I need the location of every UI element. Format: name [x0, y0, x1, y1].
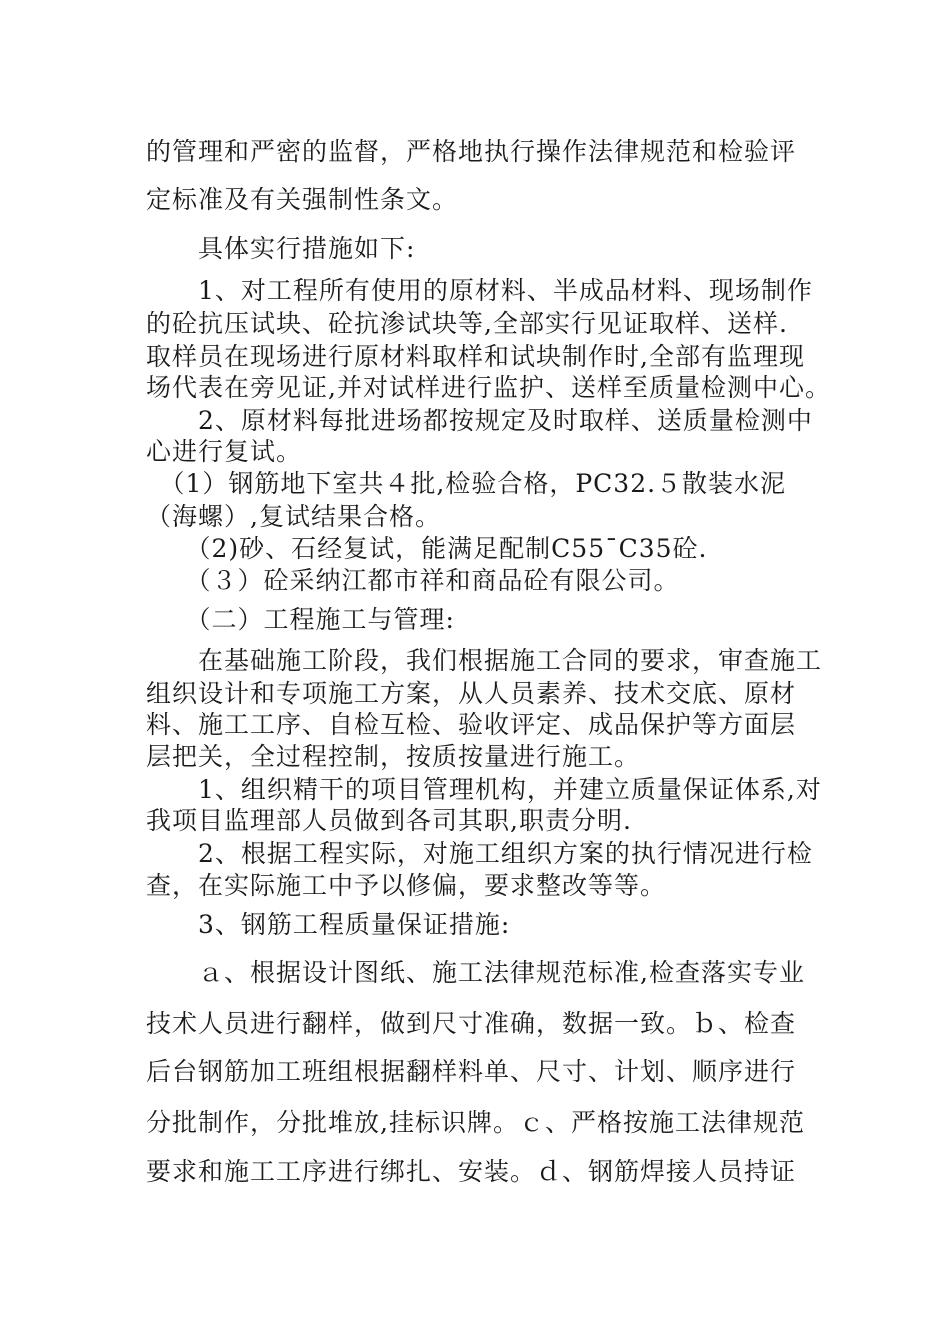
text-line: 2、原材料每批进场都按规定及时取样、送质量检测中	[146, 406, 813, 435]
text-line: 查，在实际施工中予以修偏，要求整改等等。	[146, 871, 667, 900]
text-line: （2)砂、石经复试，能满足配制C55¯C35砼.	[146, 534, 708, 563]
text-line: 要求和施工工序进行绑扎、安装。ｄ、钢筋焊接人员持证	[146, 1157, 797, 1186]
text-line: 定标准及有关强制性条文。	[146, 185, 459, 214]
text-line: 料、施工工序、自检互检、验收评定、成品保护等方面层	[146, 710, 797, 739]
text-line: 1、组织精干的项目管理机构，并建立质量保证体系,对	[146, 775, 822, 804]
text-line: 2、根据工程实际，对施工组织方案的执行情况进行检	[146, 839, 813, 868]
text-line: 在基础施工阶段，我们根据施工合同的要求，审查施工	[146, 646, 823, 675]
text-line: 取样员在现场进行原材料取样和试块制作时,全部有监理现	[146, 342, 805, 371]
text-line: （海螺）,复试结果合格。	[146, 502, 441, 531]
text-line: 1、对工程所有使用的原材料、半成品材料、现场制作	[146, 276, 813, 305]
text-line: 组织设计和专项施工方案，从人员素养、技术交底、原材	[146, 679, 797, 708]
text-line: 分批制作，分批堆放,挂标识牌。ｃ、严格按施工法律规范	[146, 1108, 805, 1137]
text-line: （３）砼采纳江都市祥和商品砼有限公司。	[146, 566, 680, 595]
text-line: 层把关，全过程控制，按质按量进行施工。	[146, 742, 641, 771]
text-line: 的砼抗压试块、砼抗渗试块等,全部实行见证取样、送样.	[146, 309, 788, 338]
text-line: 我项目监理部人员做到各司其职,职责分明.	[146, 806, 632, 835]
text-line: 场代表在旁见证,并对试样进行监护、送样至质量检测中心。	[146, 373, 831, 402]
text-line: 具体实行措施如下:	[146, 234, 416, 263]
text-line: （1）钢筋地下室共４批,检验合格，PC32.５散装水泥	[146, 469, 787, 498]
text-line: 3、钢筋工程质量保证措施:	[146, 910, 511, 939]
text-line: 后台钢筋加工班组根据翻样料单、尺寸、计划、顺序进行	[146, 1057, 797, 1086]
text-line: ａ、根据设计图纸、施工法律规范标准,检查落实专业	[146, 958, 805, 987]
text-line: 心进行复试。	[146, 437, 303, 466]
text-line: （二）工程施工与管理:	[146, 605, 455, 634]
text-line: 的管理和严密的监督，严格地执行操作法律规范和检验评	[146, 137, 797, 166]
text-line: 技术人员进行翻样，做到尺寸准确，数据一致。ｂ、检查	[146, 1009, 797, 1038]
